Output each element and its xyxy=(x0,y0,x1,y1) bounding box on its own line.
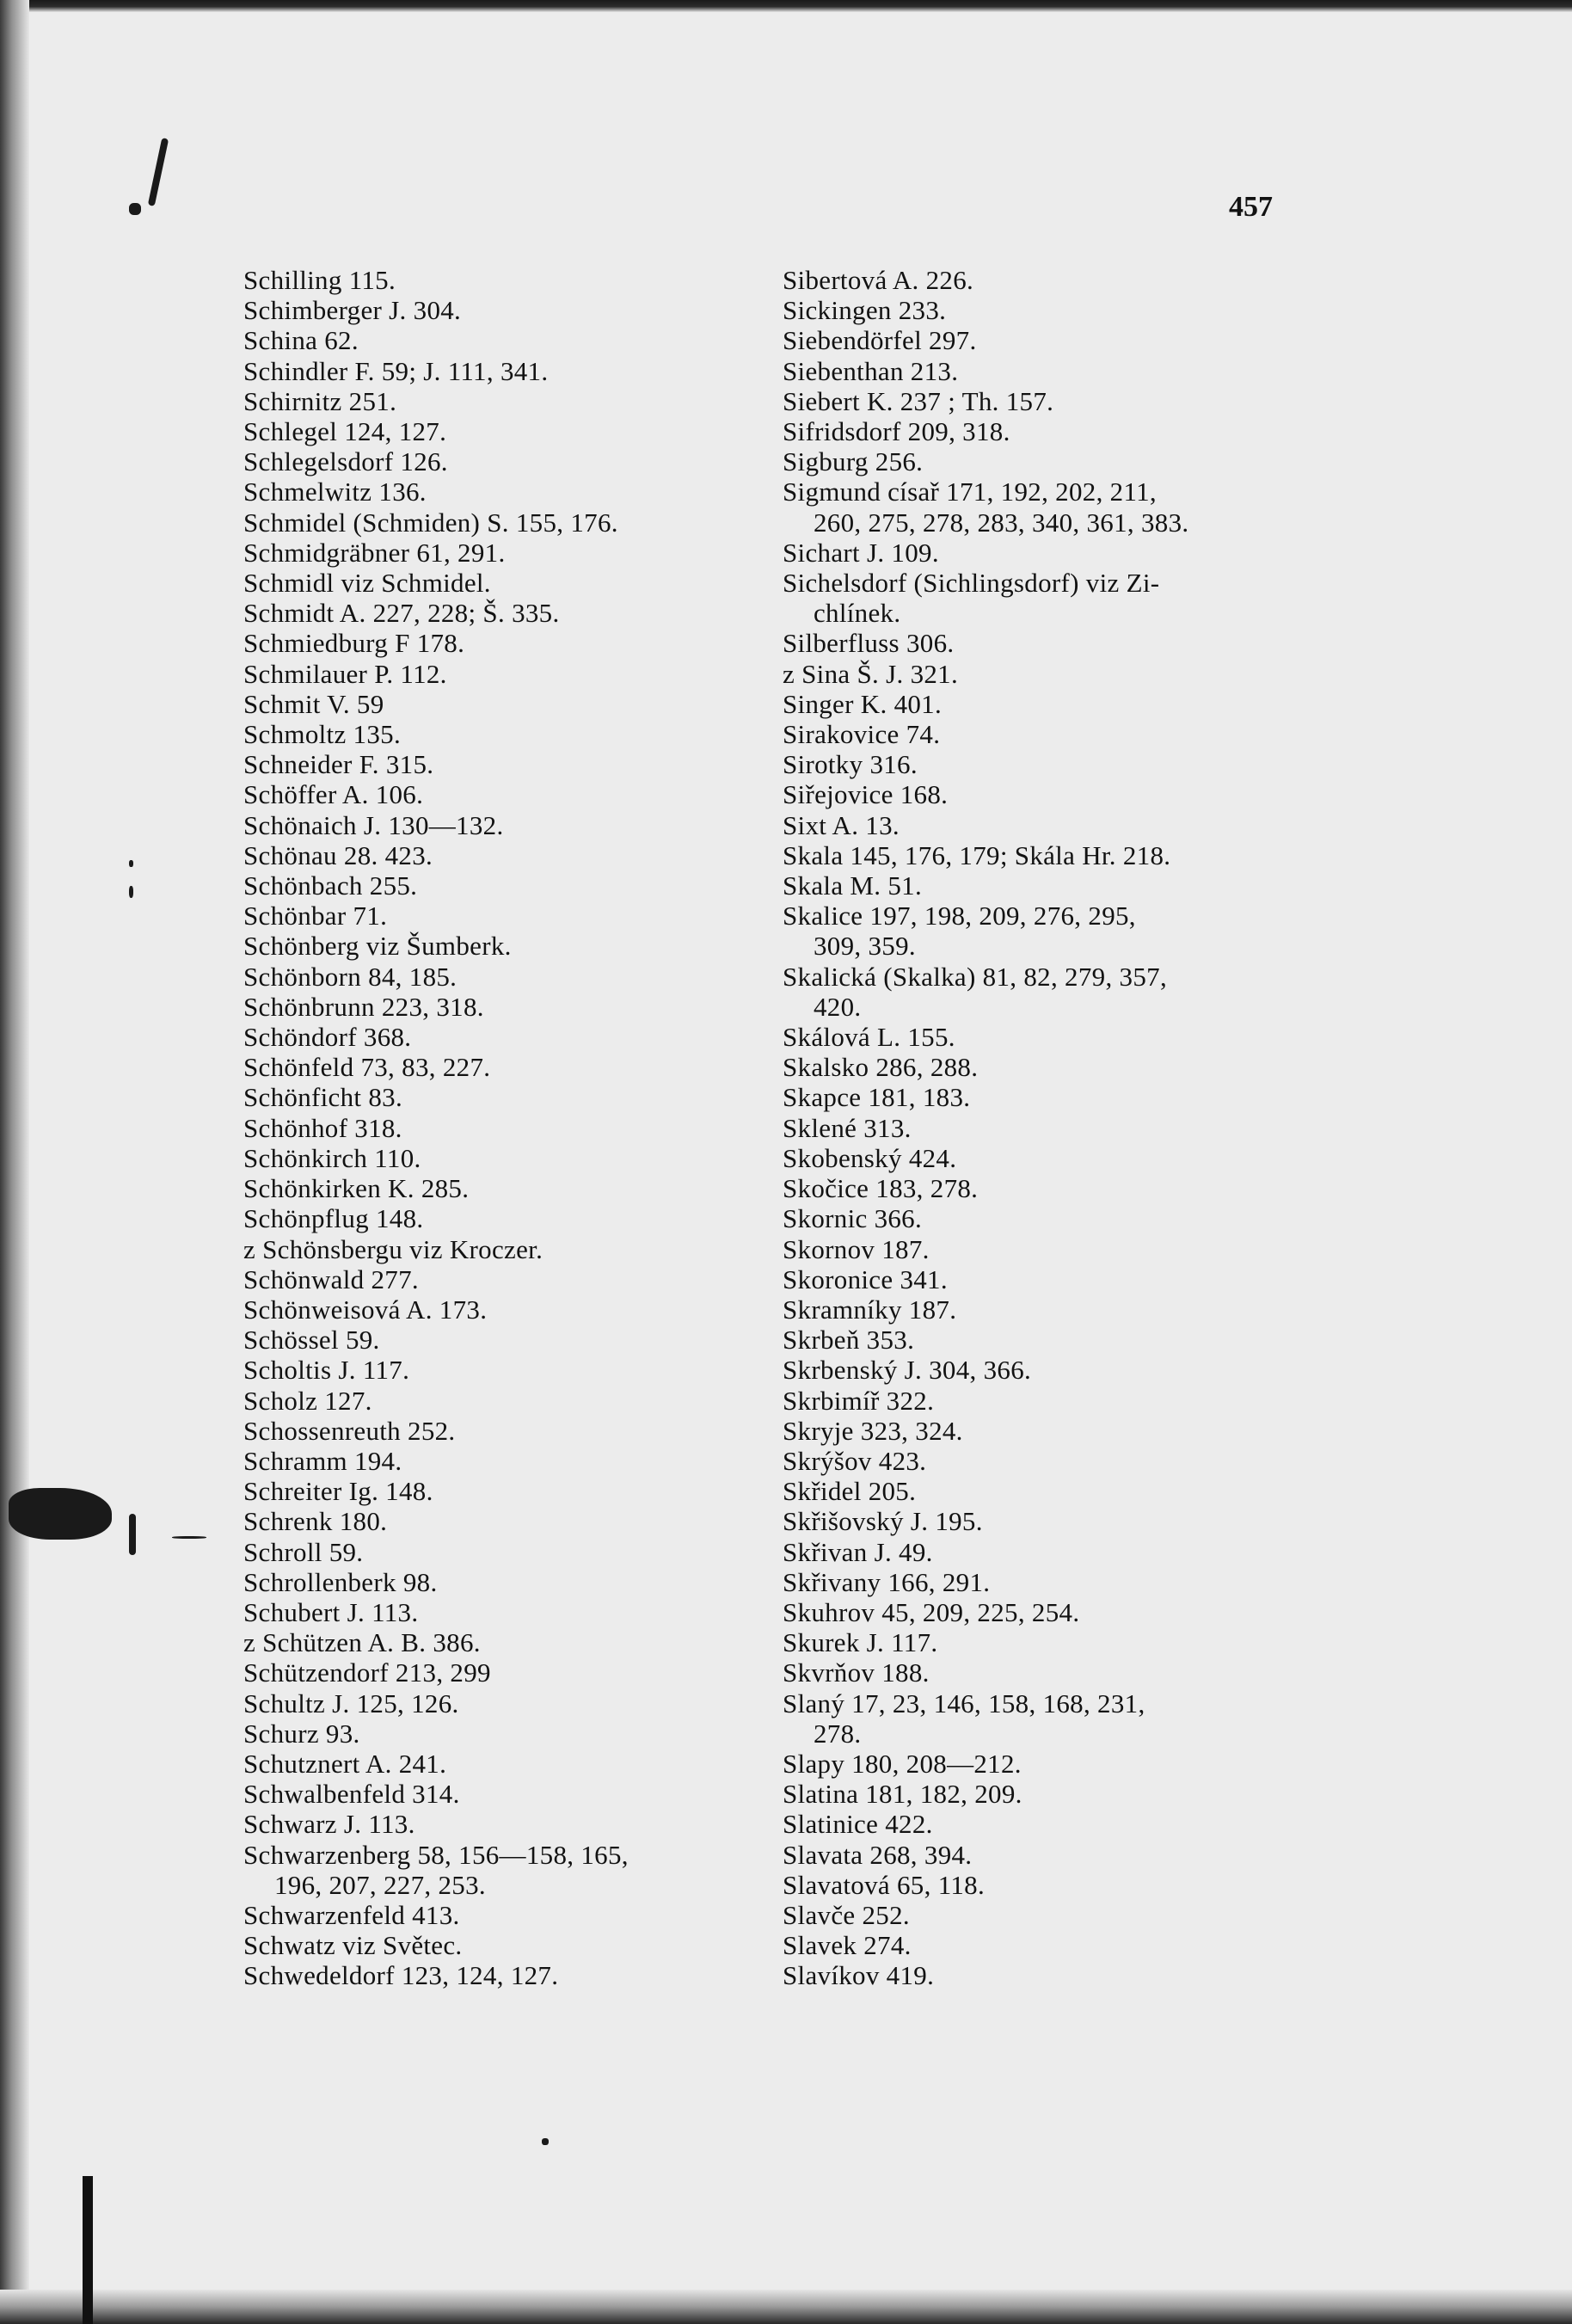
index-entry xyxy=(783,1779,1299,1809)
index-entry xyxy=(783,1506,1299,1536)
index-entry xyxy=(243,1749,759,1779)
binding-mark xyxy=(172,1536,206,1539)
index-entry-text: Skřišovský J. 195. xyxy=(783,1506,983,1537)
index-entry xyxy=(783,870,1299,901)
index-entry-text: Slatinice 422. xyxy=(783,1809,933,1840)
index-entry xyxy=(783,659,1299,689)
index-entry xyxy=(783,568,1299,628)
index-entry xyxy=(783,356,1299,386)
index-entry xyxy=(783,1567,1299,1597)
index-entry-text: Schultz J. 125, 126. xyxy=(243,1688,459,1718)
index-entry-text: Schönborn 84, 185. xyxy=(243,961,457,992)
index-entry xyxy=(783,1446,1299,1476)
index-entry xyxy=(783,386,1299,416)
index-entry-text: Schroll 59. xyxy=(243,1536,364,1567)
index-entry xyxy=(243,1446,759,1476)
index-entry-text: Schilling 115. xyxy=(243,265,396,295)
index-entry xyxy=(243,810,759,840)
index-entry xyxy=(783,840,1299,870)
index-entry-text: Schössel 59. xyxy=(243,1325,380,1356)
index-entry xyxy=(243,719,759,749)
index-entry xyxy=(243,386,759,416)
index-entry-text: Schönau 28. 423. xyxy=(243,839,433,870)
index-entry xyxy=(783,1597,1299,1627)
index-entry-text: Schönberg viz Šumberk. xyxy=(243,931,512,962)
index-entry-text: Skrýšov 423. xyxy=(783,1445,927,1476)
index-entry xyxy=(243,931,759,961)
index-entry-text: Schrollenberk 98. xyxy=(243,1566,438,1597)
index-entry xyxy=(243,1173,759,1203)
index-entry-text: Schimberger J. 304. xyxy=(243,295,462,326)
index-entry xyxy=(783,446,1299,476)
index-entry xyxy=(783,779,1299,809)
index-entry xyxy=(783,1749,1299,1779)
page-left-edge xyxy=(0,0,29,2324)
index-entry-text: Schönwald 277. xyxy=(243,1263,419,1294)
index-entry-text: Schönbar 71. xyxy=(243,901,388,931)
index-entry-text: Schina 62. xyxy=(243,325,359,356)
index-entry-text: Slatina 181, 182, 209. xyxy=(783,1779,1022,1810)
index-entry xyxy=(783,1355,1299,1385)
index-entry xyxy=(243,1657,759,1688)
index-entry-text: Sklené 313. xyxy=(783,1112,912,1143)
index-entry-text: Schönkirken K. 285. xyxy=(243,1173,470,1204)
index-entry xyxy=(783,1537,1299,1567)
index-entry-text: Schurz 93. xyxy=(243,1718,360,1749)
index-entry-text: Schönbrunn 223, 318. xyxy=(243,991,484,1022)
index-entry-text: Schmidl viz Schmidel. xyxy=(243,568,491,599)
index-entry-text: Schönhof 318. xyxy=(243,1112,402,1143)
index-entry xyxy=(243,295,759,325)
index-entry-text: Schwedeldorf 123, 124, 127. xyxy=(243,1960,559,1991)
index-entry-text: Skrbimíř 322. xyxy=(783,1385,935,1416)
index-entry xyxy=(243,689,759,719)
index-entry-text: Skálová L. 155. xyxy=(783,1022,955,1053)
index-entry xyxy=(243,1506,759,1536)
index-entry xyxy=(243,476,759,507)
index-entry xyxy=(243,1355,759,1385)
index-entry-text: Skrbenský J. 304, 366. xyxy=(783,1355,1032,1386)
index-entry-text: Skrbeň 353. xyxy=(783,1325,915,1356)
index-entry xyxy=(243,1203,759,1233)
index-entry xyxy=(243,1840,759,1900)
index-entry-text: Skalsko 286, 288. xyxy=(783,1052,979,1083)
index-entry-text: Sibertová A. 226. xyxy=(783,265,974,295)
index-entry-text: Slavče 252. xyxy=(783,1899,910,1930)
index-entry xyxy=(243,962,759,992)
index-entry xyxy=(243,1718,759,1749)
index-entry xyxy=(783,1870,1299,1900)
index-entry xyxy=(783,689,1299,719)
index-entry-text: Skryje 323, 324. xyxy=(783,1415,963,1446)
index-entry-text: Silberfluss 306. xyxy=(783,628,955,659)
index-entry xyxy=(783,1234,1299,1264)
index-entry xyxy=(243,779,759,809)
index-entry xyxy=(243,1809,759,1839)
index-entry xyxy=(243,628,759,658)
index-entry-text: z Schützen A. B. 386. xyxy=(243,1627,481,1658)
index-entry xyxy=(243,568,759,598)
index-entry xyxy=(243,992,759,1022)
index-entry-text: Sickingen 233. xyxy=(783,295,947,326)
index-entry-text: z Sina Š. J. 321. xyxy=(783,658,959,689)
index-entry-text: Skoronice 341. xyxy=(783,1263,948,1294)
index-entry xyxy=(783,1960,1299,1990)
index-entry xyxy=(243,1325,759,1355)
index-entry xyxy=(783,1022,1299,1052)
index-entry-text: Skala M. 51. xyxy=(783,870,923,901)
index-entry-text: Schlegel 124, 127. xyxy=(243,416,447,447)
index-entry-text: Slaný 17, 23, 146, 158, 168, 231, xyxy=(783,1688,1145,1718)
index-entry xyxy=(243,1416,759,1446)
index-entry-text: Sifridsdorf 209, 318. xyxy=(783,416,1010,447)
index-entry xyxy=(243,1052,759,1082)
index-entry xyxy=(783,1416,1299,1446)
index-entry xyxy=(243,1779,759,1809)
index-entry-text: Skornov 187. xyxy=(783,1233,930,1264)
index-entry-text: Schönbach 255. xyxy=(243,870,418,901)
index-entry-text: Skuhrov 45, 209, 225, 254. xyxy=(783,1596,1080,1627)
index-entry-text: Slavíkov 419. xyxy=(783,1960,935,1991)
index-entry-text: Sichelsdorf (Sichlingsdorf) viz Zi- xyxy=(783,568,1160,599)
index-entry xyxy=(243,416,759,446)
index-entry-text: Schindler F. 59; J. 111, 341. xyxy=(243,355,549,386)
index-entry-text: Schönweisová A. 173. xyxy=(243,1294,488,1325)
page-top-edge xyxy=(0,0,1572,12)
index-entry xyxy=(783,538,1299,568)
index-entry xyxy=(783,1688,1299,1749)
index-entry xyxy=(783,1386,1299,1416)
index-entry-text: Schmidt A. 227, 228; Š. 335. xyxy=(243,598,560,629)
index-entry-text: Schöffer A. 106. xyxy=(243,779,424,810)
binding-mark xyxy=(129,860,133,867)
index-entry-text: Schützendorf 213, 299 xyxy=(243,1657,491,1688)
index-entry xyxy=(783,1052,1299,1082)
index-entry xyxy=(783,1930,1299,1960)
index-entry-continuation: 278. xyxy=(814,1718,862,1749)
index-entry xyxy=(783,265,1299,295)
index-entry xyxy=(243,325,759,355)
index-entry-text: z Schönsbergu viz Kroczer. xyxy=(243,1233,543,1264)
index-entry-text: Siebert K. 237 ; Th. 157. xyxy=(783,385,1054,416)
index-entry xyxy=(243,538,759,568)
index-entry-text: Sigburg 256. xyxy=(783,446,924,477)
index-entry xyxy=(783,1325,1299,1355)
index-entry xyxy=(243,1264,759,1294)
index-entry-text: Schwarz J. 113. xyxy=(243,1809,415,1840)
index-entry-text: Schwatz viz Světec. xyxy=(243,1930,463,1961)
index-entry xyxy=(243,1022,759,1052)
index-entry xyxy=(243,1294,759,1325)
index-entry xyxy=(243,265,759,295)
index-entry-text: Schubert J. 113. xyxy=(243,1596,419,1627)
index-entry-text: Schwarzenfeld 413. xyxy=(243,1899,460,1930)
index-entry-text: Schmoltz 135. xyxy=(243,719,401,750)
index-entry-continuation: 420. xyxy=(814,991,862,1022)
index-entry xyxy=(783,1627,1299,1657)
binding-mark xyxy=(542,2138,549,2145)
index-entry xyxy=(783,1840,1299,1870)
index-entry-text: Schönficht 83. xyxy=(243,1082,403,1113)
index-entry xyxy=(243,1597,759,1627)
index-entry-text: Singer K. 401. xyxy=(783,688,943,719)
index-entry xyxy=(243,1113,759,1143)
index-entry-text: Skřivany 166, 291. xyxy=(783,1566,991,1597)
index-column-left xyxy=(243,265,759,1991)
index-entry-text: Skramníky 187. xyxy=(783,1294,957,1325)
index-entry-text: Sigmund císař 171, 192, 202, 211, xyxy=(783,476,1157,507)
index-entry-text: Siebendörfel 297. xyxy=(783,325,977,356)
index-entry-text: Skobenský 424. xyxy=(783,1142,957,1173)
page-number: 457 xyxy=(1229,191,1273,223)
index-entry-continuation: chlínek. xyxy=(814,598,901,629)
index-entry xyxy=(243,1688,759,1718)
index-entry xyxy=(783,1900,1299,1930)
binding-mark xyxy=(148,138,169,206)
index-entry-text: Slavatová 65, 118. xyxy=(783,1869,985,1900)
index-entry-text: Schreiter Ig. 148. xyxy=(243,1476,433,1507)
index-entry xyxy=(783,1143,1299,1173)
index-entry-text: Scholz 127. xyxy=(243,1385,372,1416)
index-entry xyxy=(783,1294,1299,1325)
binding-mark xyxy=(129,1514,136,1555)
index-entry xyxy=(243,1143,759,1173)
index-entry-text: Siřejovice 168. xyxy=(783,779,949,810)
page-bottom-edge xyxy=(0,2290,1572,2324)
index-entry xyxy=(783,1082,1299,1112)
index-entry-text: Schlegelsdorf 126. xyxy=(243,446,448,477)
index-entry xyxy=(243,1900,759,1930)
index-column-right xyxy=(783,265,1299,1991)
index-entry xyxy=(243,598,759,628)
index-entry-text: Skalická (Skalka) 81, 82, 279, 357, xyxy=(783,961,1168,992)
index-entry xyxy=(783,810,1299,840)
index-entry-text: Schrenk 180. xyxy=(243,1506,388,1537)
index-entry xyxy=(783,901,1299,961)
index-entry-text: Schönpflug 148. xyxy=(243,1203,424,1234)
index-entry xyxy=(243,1960,759,1990)
index-entry xyxy=(243,1234,759,1264)
index-entry xyxy=(243,1567,759,1597)
binding-bar xyxy=(83,2176,93,2324)
index-entry-text: Skurek J. 117. xyxy=(783,1627,938,1658)
index-entry-text: Skornic 366. xyxy=(783,1203,923,1234)
index-entry xyxy=(243,1930,759,1960)
index-entry-text: Skočice 183, 278. xyxy=(783,1173,979,1204)
binding-mark xyxy=(129,886,133,898)
index-entry xyxy=(243,507,759,538)
index-entry-text: Scholtis J. 117. xyxy=(243,1355,410,1386)
index-entry-text: Skřivan J. 49. xyxy=(783,1536,933,1567)
index-entry-text: Skřidel 205. xyxy=(783,1476,917,1507)
index-entry-text: Sichart J. 109. xyxy=(783,537,939,568)
index-entry-text: Schönaich J. 130—132. xyxy=(243,809,504,840)
index-entry-text: Sirotky 316. xyxy=(783,749,918,780)
index-entry-text: Siebenthan 213. xyxy=(783,355,959,386)
index-entry-text: Schmit V. 59 xyxy=(243,688,384,719)
index-entry-text: Schmilauer P. 112. xyxy=(243,658,447,689)
index-entry-text: Schönkirch 110. xyxy=(243,1142,421,1173)
index-entry-text: Schmelwitz 136. xyxy=(243,476,427,507)
index-entry-continuation: 309, 359. xyxy=(814,931,916,962)
index-entry-text: Schmidgräbner 61, 291. xyxy=(243,537,506,568)
binding-mark xyxy=(9,1488,112,1540)
index-entry xyxy=(783,962,1299,1022)
index-entry-text: Skvrňov 188. xyxy=(783,1657,930,1688)
index-entry xyxy=(783,325,1299,355)
index-entry xyxy=(783,1657,1299,1688)
index-entry xyxy=(783,295,1299,325)
index-entry-text: Schöndorf 368. xyxy=(243,1022,412,1053)
index-entry xyxy=(243,1537,759,1567)
index-entry-text: Sixt A. 13. xyxy=(783,809,900,840)
index-entry-text: Skala 145, 176, 179; Skála Hr. 218. xyxy=(783,839,1171,870)
index-entry-text: Schönfeld 73, 83, 227. xyxy=(243,1052,491,1083)
index-entry xyxy=(243,1627,759,1657)
index-entry-text: Skapce 181, 183. xyxy=(783,1082,971,1113)
index-entry-text: Schutznert A. 241. xyxy=(243,1748,447,1779)
index-entry xyxy=(783,719,1299,749)
index-entry xyxy=(783,476,1299,537)
index-entry xyxy=(243,1476,759,1506)
index-entry-text: Schneider F. 315. xyxy=(243,749,434,780)
index-entry xyxy=(783,749,1299,779)
index-entry xyxy=(783,1173,1299,1203)
index-entry xyxy=(243,749,759,779)
index-entry-continuation: 260, 275, 278, 283, 340, 361, 383. xyxy=(814,507,1189,538)
index-entry-text: Schramm 194. xyxy=(243,1445,402,1476)
index-entry-text: Slapy 180, 208—212. xyxy=(783,1748,1022,1779)
index-entry xyxy=(243,1386,759,1416)
index-entry-text: Schwarzenberg 58, 156—158, 165, xyxy=(243,1839,629,1870)
index-entry xyxy=(783,1113,1299,1143)
index-entry-text: Schmidel (Schmiden) S. 155, 176. xyxy=(243,507,618,538)
binding-mark xyxy=(129,203,141,215)
index-entry-text: Schirnitz 251. xyxy=(243,385,397,416)
index-entry xyxy=(783,1809,1299,1839)
index-entry-text: Sirakovice 74. xyxy=(783,719,941,750)
index-entry xyxy=(243,356,759,386)
index-entry xyxy=(243,870,759,901)
index-entry-text: Schmiedburg F 178. xyxy=(243,628,465,659)
index-entry xyxy=(783,1264,1299,1294)
index-entry xyxy=(783,416,1299,446)
index-entry xyxy=(243,659,759,689)
index-entry xyxy=(783,628,1299,658)
index-entry xyxy=(243,840,759,870)
index-entry-text: Skalice 197, 198, 209, 276, 295, xyxy=(783,901,1136,931)
index-entry-text: Schwalbenfeld 314. xyxy=(243,1779,460,1810)
index-entry xyxy=(783,1476,1299,1506)
index-entry xyxy=(783,1203,1299,1233)
index-entry xyxy=(243,901,759,931)
index-entry-text: Schossenreuth 252. xyxy=(243,1415,456,1446)
index-entry xyxy=(243,446,759,476)
index-entry-text: Slavata 268, 394. xyxy=(783,1839,973,1870)
index-entry xyxy=(243,1082,759,1112)
index-entry-text: Slavek 274. xyxy=(783,1930,912,1961)
index-entry-continuation: 196, 207, 227, 253. xyxy=(274,1869,486,1900)
